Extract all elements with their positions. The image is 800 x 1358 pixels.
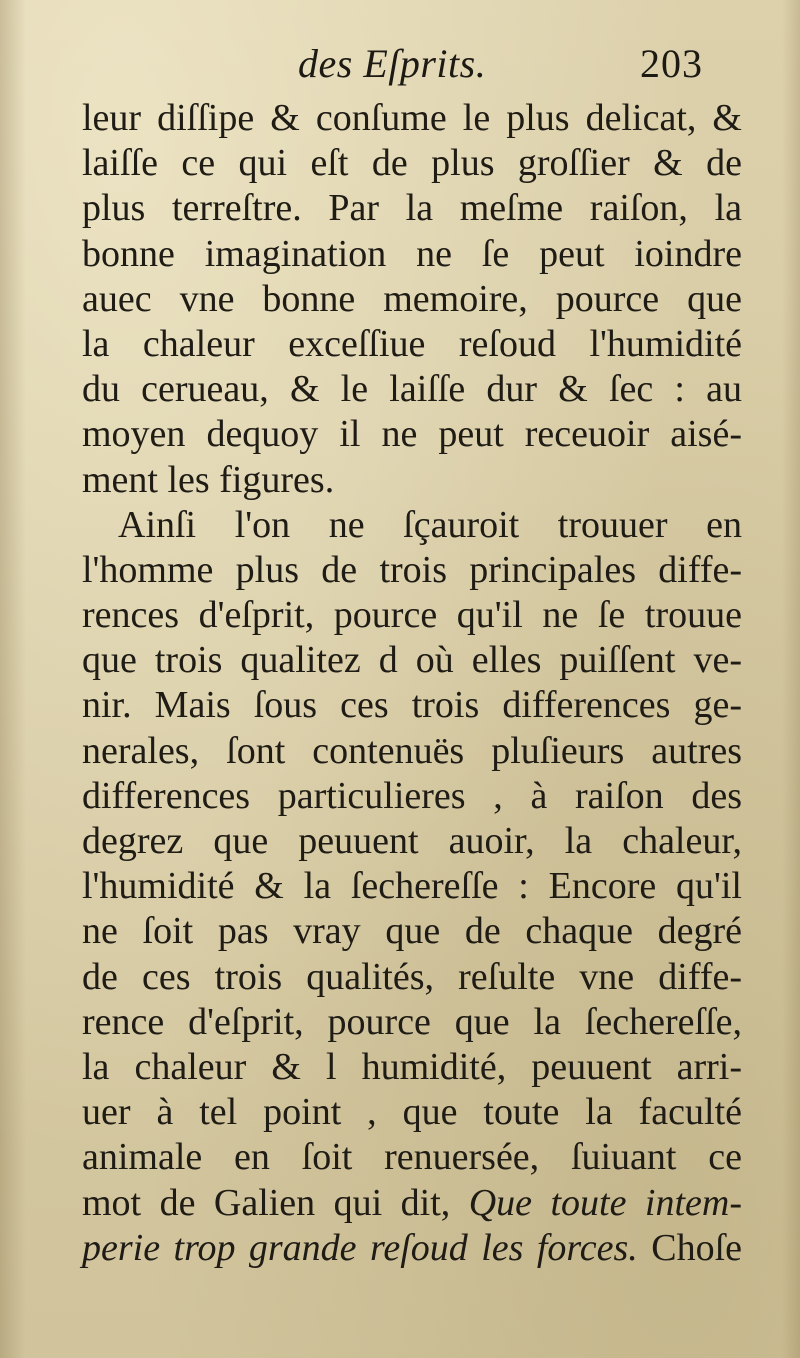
text-line: la chaleur exceſſiue reſoud l'humidité [82, 322, 742, 365]
text-line: l'homme plus de trois principales diffe- [82, 548, 742, 591]
text-line: rence d'eſprit, pource que la ſechereſſe, [82, 1000, 742, 1043]
text-line: ne ſoit pas vray que de chaque degré [82, 910, 742, 953]
text-line: leur diſſipe & conſume le plus delicat, & [82, 97, 742, 139]
text-line: plus terreſtre. Par la meſme raiſon, la [82, 187, 742, 230]
text-line: auec vne bonne memoire, pource que [82, 277, 742, 320]
text-line [82, 1181, 742, 1226]
text-line [82, 1226, 742, 1271]
text-line: rences d'eſprit, pource qu'il ne ſe trouue [82, 594, 742, 637]
text-roman: Choſe [637, 1226, 742, 1269]
text-roman: mot de Galien qui dit, [82, 1181, 469, 1224]
text-line: uer à tel point , que toute la faculté [82, 1091, 742, 1134]
galen-quote: Que toute intem- [468, 1181, 742, 1224]
galen-quote: perie trop grande reſoud les forces. [82, 1226, 638, 1269]
text-line: l'humidité & la ſechereſſe : Encore qu'il [82, 865, 742, 908]
text-line: du cerueau, & le laiſſe dur & ſec : au [82, 368, 742, 411]
text-line: bonne imagination ne ſe peut ioindre [82, 232, 742, 275]
text-line: moyen dequoy il ne peut receuoir aisé- [82, 413, 742, 456]
text-line: ment les figures. [82, 458, 335, 501]
text-line: differences particulieres , à raiſon des [82, 774, 742, 817]
body-text [82, 96, 742, 1271]
text-line: Ainſi l'on ne ſçauroit trouuer en [118, 503, 742, 546]
text-line: de ces trois qualités, reſulte vne diffe- [82, 955, 742, 998]
running-head [0, 38, 800, 90]
text-line: animale en ſoit renuersée, ſuiuant ce [82, 1136, 742, 1179]
text-line: la chaleur & l humidité, peuuent arri- [82, 1045, 742, 1088]
text-line: nir. Mais ſous ces trois differences ge- [82, 684, 742, 727]
text-line: laiſſe ce qui eſt de plus groſſier & de [82, 142, 742, 185]
text-line: que trois qualitez d où elles puiſſent ve- [82, 639, 742, 682]
running-title: des Eſprits. [298, 41, 487, 86]
text-line: nerales, ſont contenuës pluſieurs autres [82, 729, 742, 772]
page-number: 203 [640, 41, 703, 86]
text-line: degrez que peuuent auoir, la chaleur, [82, 820, 742, 862]
